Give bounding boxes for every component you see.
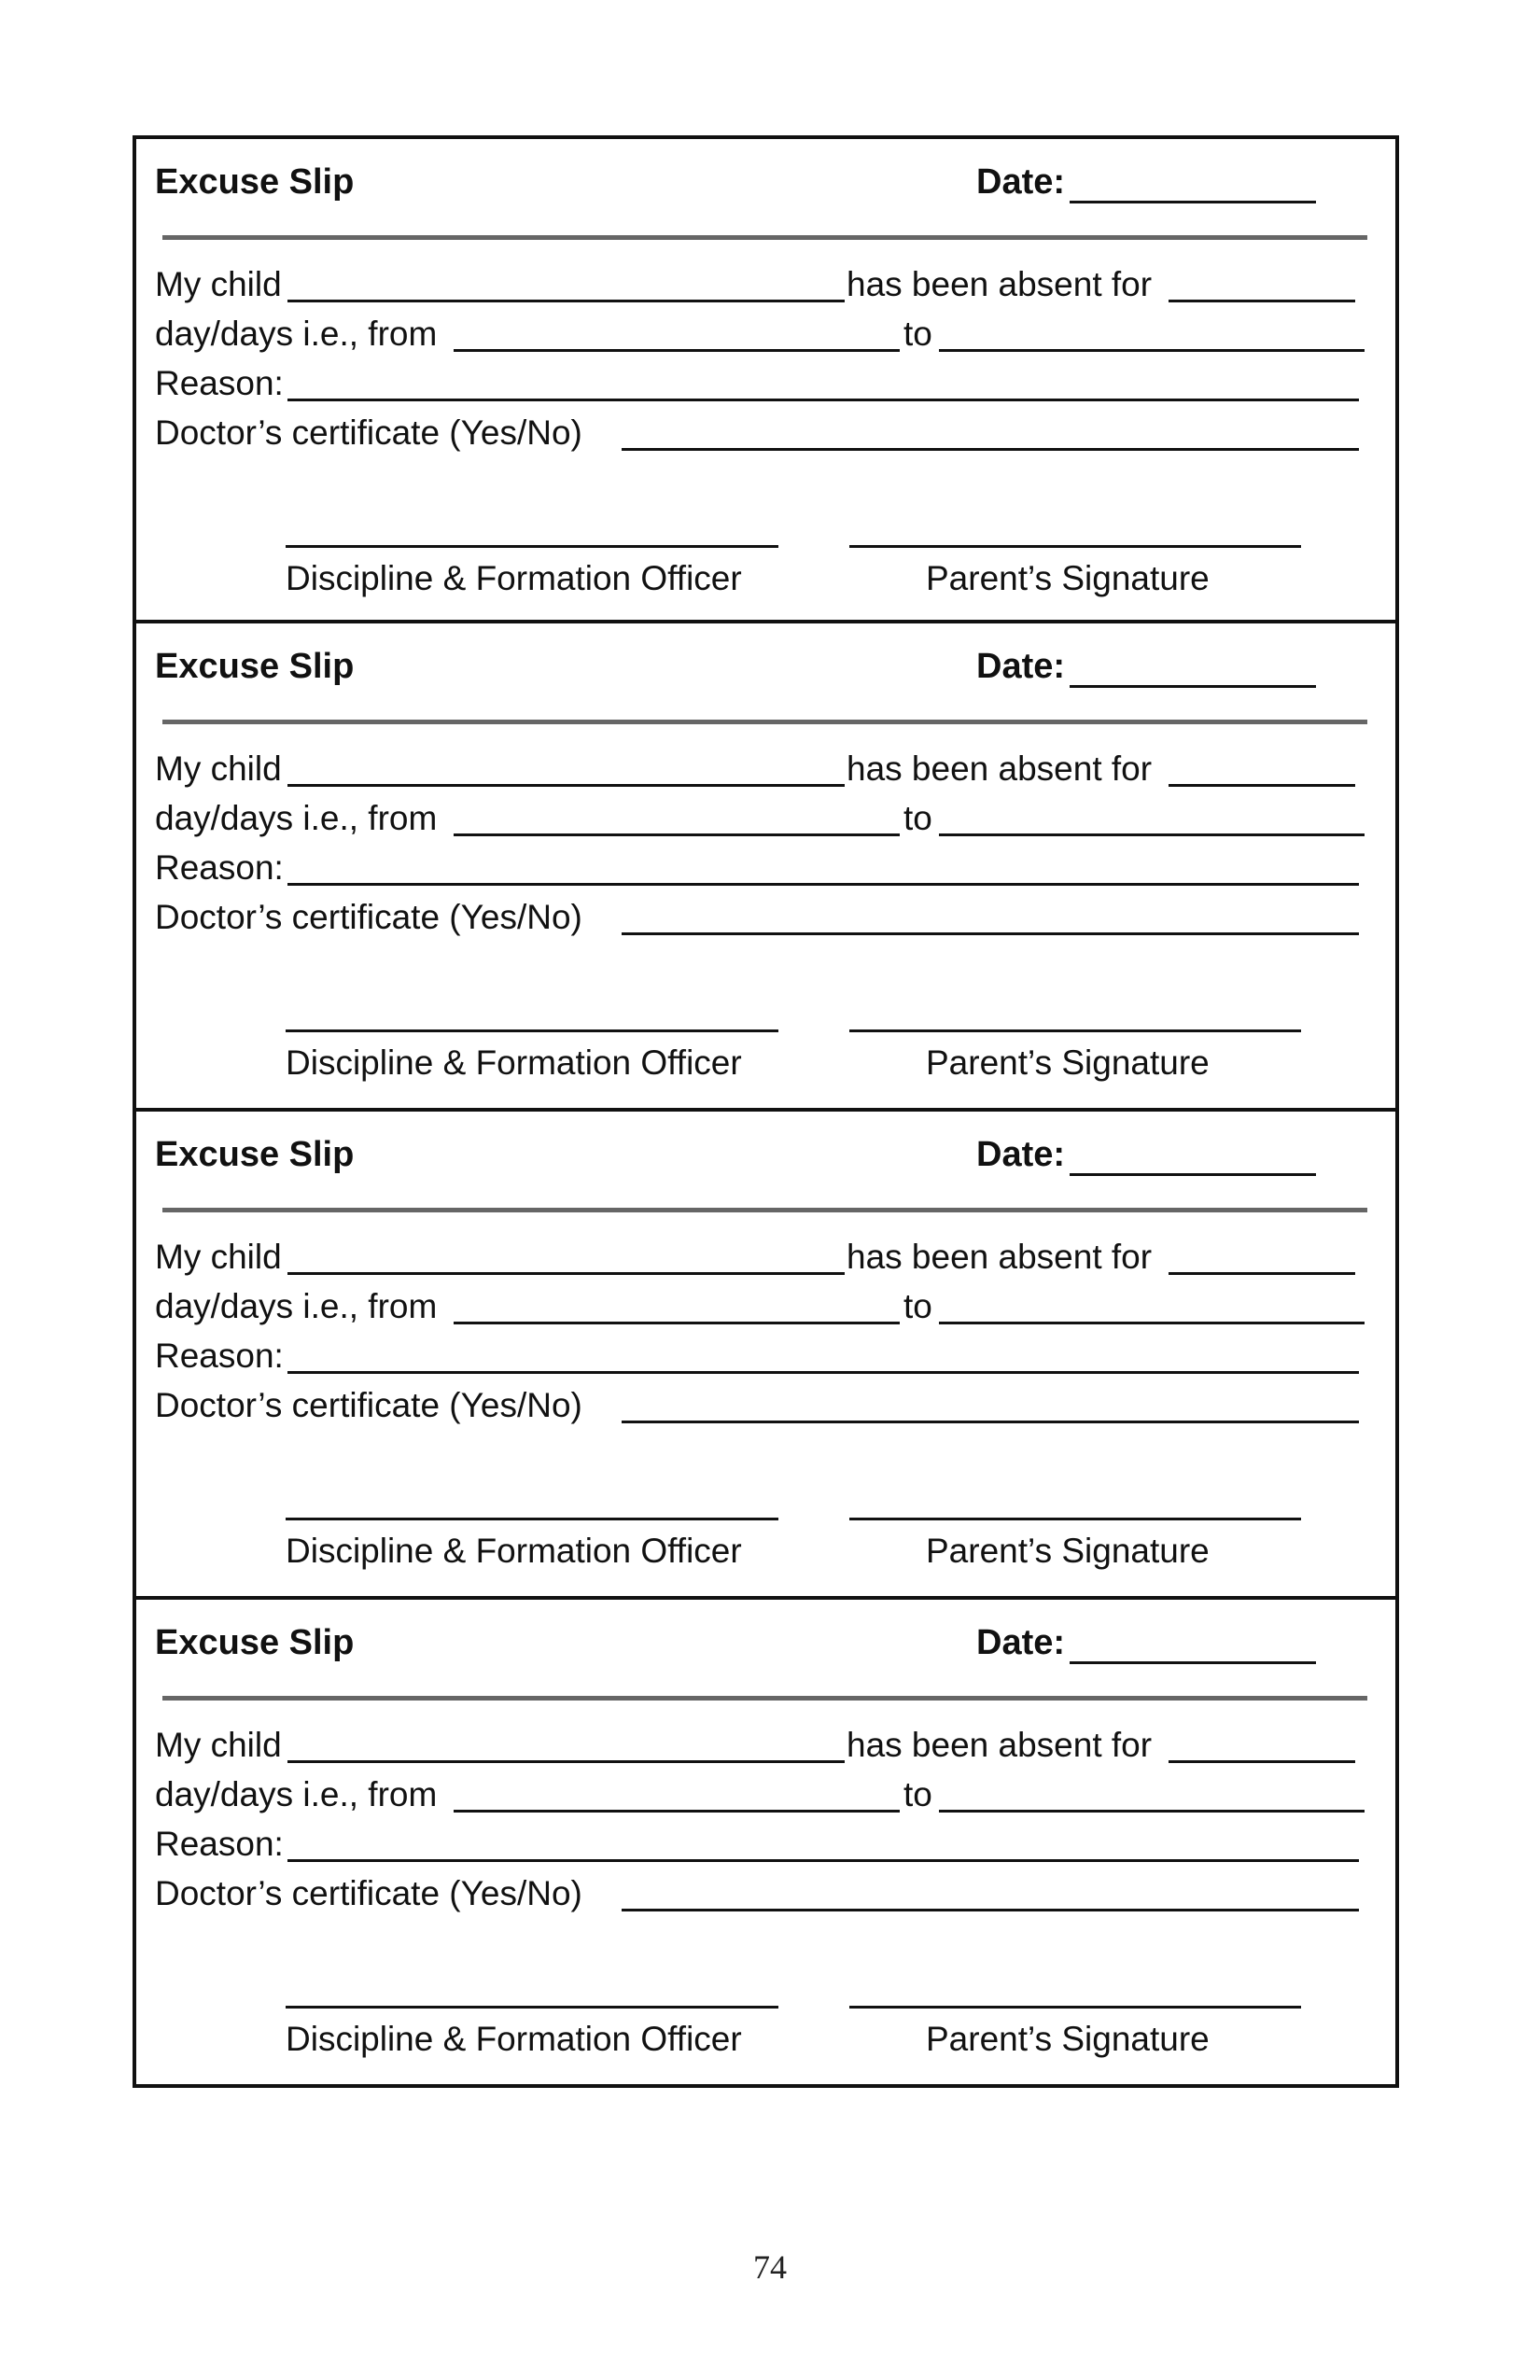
certificate-blank[interactable]: [622, 1909, 1359, 1911]
divider: [162, 235, 1367, 240]
certificate-label: Doctor’s certificate (Yes/No): [155, 1386, 582, 1424]
reason-label: Reason:: [155, 1825, 284, 1863]
absent-label: has been absent for: [847, 265, 1153, 303]
date-blank[interactable]: [1070, 685, 1316, 688]
days-from-label: day/days i.e., from: [155, 1287, 438, 1325]
officer-signature-label: Discipline & Formation Officer: [286, 559, 742, 597]
date-label: Date:: [976, 162, 1066, 202]
officer-signature-label: Discipline & Formation Officer: [286, 2020, 742, 2058]
date-label: Date:: [976, 1135, 1066, 1174]
slip-title: Excuse Slip: [155, 1135, 355, 1174]
excuse-slip: [133, 623, 1399, 1112]
child-name-blank[interactable]: [287, 1760, 845, 1763]
date-blank[interactable]: [1070, 201, 1316, 203]
to-date-blank[interactable]: [939, 1322, 1365, 1324]
slip-title: Excuse Slip: [155, 647, 355, 686]
officer-signature-label: Discipline & Formation Officer: [286, 1532, 742, 1570]
excuse-slip: [133, 135, 1399, 623]
days-count-blank[interactable]: [1169, 1760, 1355, 1763]
to-date-blank[interactable]: [939, 349, 1365, 352]
from-date-blank[interactable]: [454, 833, 900, 836]
reason-label: Reason:: [155, 848, 284, 887]
reason-label: Reason:: [155, 364, 284, 402]
child-label: My child: [155, 1238, 282, 1276]
parent-signature-line[interactable]: [849, 545, 1301, 548]
reason-blank[interactable]: [287, 399, 1359, 401]
reason-blank[interactable]: [287, 1859, 1359, 1862]
date-blank[interactable]: [1070, 1173, 1316, 1176]
reason-blank[interactable]: [287, 883, 1359, 886]
parent-signature-line[interactable]: [849, 1518, 1301, 1520]
from-date-blank[interactable]: [454, 1322, 900, 1324]
excuse-slip: [133, 1600, 1399, 2088]
to-label: to: [903, 1775, 932, 1813]
child-label: My child: [155, 1726, 282, 1764]
days-from-label: day/days i.e., from: [155, 315, 438, 353]
page-number: 74: [753, 2248, 787, 2286]
officer-signature-label: Discipline & Formation Officer: [286, 1043, 742, 1082]
child-label: My child: [155, 749, 282, 788]
days-count-blank[interactable]: [1169, 300, 1355, 302]
officer-signature-line[interactable]: [286, 1518, 778, 1520]
date-blank[interactable]: [1070, 1661, 1316, 1664]
to-label: to: [903, 799, 932, 837]
officer-signature-line[interactable]: [286, 545, 778, 548]
to-label: to: [903, 315, 932, 353]
certificate-blank[interactable]: [622, 448, 1359, 451]
slip-title: Excuse Slip: [155, 162, 355, 202]
divider: [162, 1208, 1367, 1212]
date-label: Date:: [976, 1623, 1066, 1662]
reason-blank[interactable]: [287, 1371, 1359, 1374]
parent-signature-line[interactable]: [849, 1029, 1301, 1032]
divider: [162, 1696, 1367, 1701]
excuse-slips-sheet: [133, 135, 1399, 2088]
parent-signature-label: Parent’s Signature: [926, 559, 1210, 597]
divider: [162, 720, 1367, 724]
days-from-label: day/days i.e., from: [155, 1775, 438, 1813]
days-count-blank[interactable]: [1169, 1272, 1355, 1275]
to-label: to: [903, 1287, 932, 1325]
to-date-blank[interactable]: [939, 833, 1365, 836]
days-from-label: day/days i.e., from: [155, 799, 438, 837]
child-name-blank[interactable]: [287, 784, 845, 787]
date-label: Date:: [976, 647, 1066, 686]
slip-title: Excuse Slip: [155, 1623, 355, 1662]
officer-signature-line[interactable]: [286, 2006, 778, 2009]
child-name-blank[interactable]: [287, 1272, 845, 1275]
child-name-blank[interactable]: [287, 300, 845, 302]
certificate-blank[interactable]: [622, 932, 1359, 935]
parent-signature-line[interactable]: [849, 2006, 1301, 2009]
to-date-blank[interactable]: [939, 1810, 1365, 1813]
from-date-blank[interactable]: [454, 1810, 900, 1813]
from-date-blank[interactable]: [454, 349, 900, 352]
certificate-blank[interactable]: [622, 1421, 1359, 1423]
absent-label: has been absent for: [847, 1726, 1153, 1764]
parent-signature-label: Parent’s Signature: [926, 1043, 1210, 1082]
certificate-label: Doctor’s certificate (Yes/No): [155, 413, 582, 452]
absent-label: has been absent for: [847, 1238, 1153, 1276]
certificate-label: Doctor’s certificate (Yes/No): [155, 1874, 582, 1912]
parent-signature-label: Parent’s Signature: [926, 1532, 1210, 1570]
days-count-blank[interactable]: [1169, 784, 1355, 787]
parent-signature-label: Parent’s Signature: [926, 2020, 1210, 2058]
absent-label: has been absent for: [847, 749, 1153, 788]
child-label: My child: [155, 265, 282, 303]
excuse-slip: [133, 1112, 1399, 1600]
reason-label: Reason:: [155, 1337, 284, 1375]
officer-signature-line[interactable]: [286, 1029, 778, 1032]
certificate-label: Doctor’s certificate (Yes/No): [155, 898, 582, 936]
